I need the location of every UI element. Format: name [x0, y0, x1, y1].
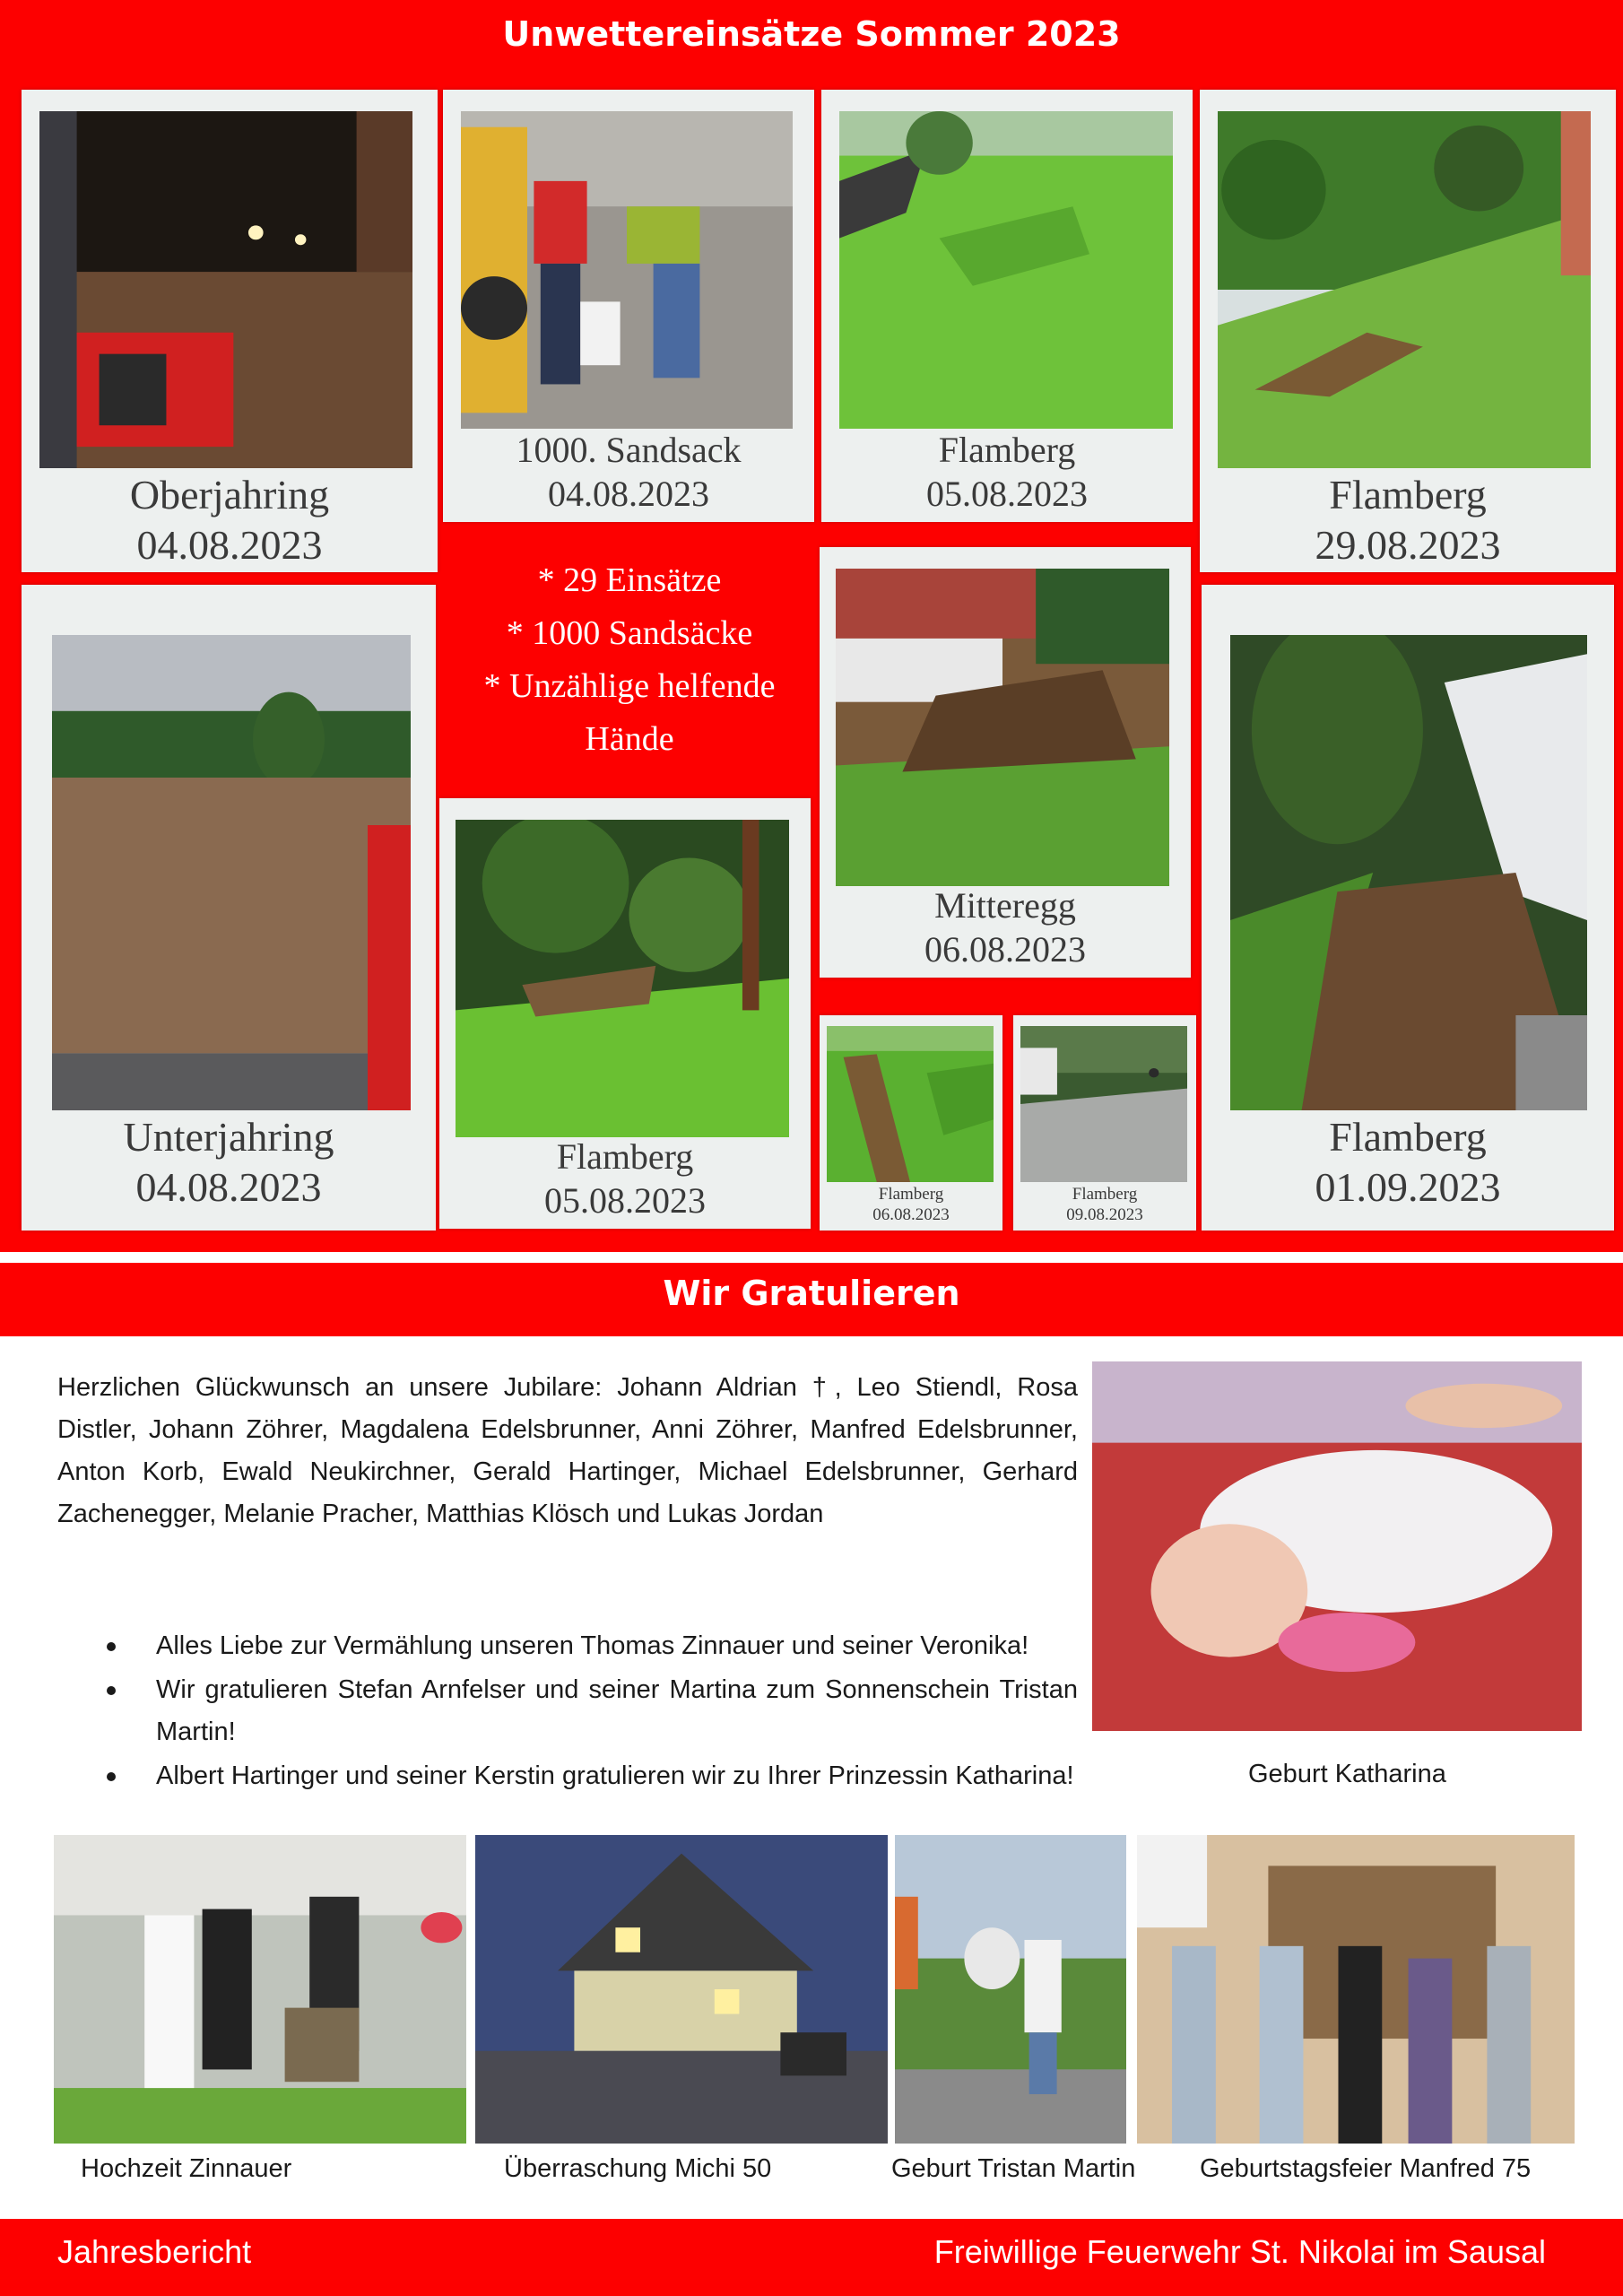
- list-item: Wir gratulieren Stefan Arnfelser und seiner Martina zum Sonnenschein Tristan Martin!: [102, 1669, 1078, 1753]
- congrats-list: [102, 1625, 1078, 1799]
- photo-grass-slope-tarp: [839, 111, 1173, 429]
- photo-caption: Flamberg 05.08.2023: [544, 1136, 706, 1221]
- photo-card-sandsack: [443, 90, 814, 522]
- photo-caption: 1000. Sandsack 04.08.2023: [516, 430, 742, 514]
- photo-landslide-hill: [1218, 111, 1591, 468]
- baby-caption: Geburt Katharina: [1248, 1760, 1446, 1788]
- photo-flooded-street-night: [39, 111, 412, 468]
- congrats-section-title: Wir Gratulieren: [663, 1274, 960, 1313]
- photo-caption: Flamberg 09.08.2023: [1066, 1185, 1143, 1225]
- photo-grass-gully: [827, 1026, 994, 1182]
- gallery-caption: Überraschung Michi 50: [504, 2154, 772, 2183]
- photo-caption: Flamberg 01.09.2023: [1315, 1114, 1501, 1211]
- photo-card-mitteregg: [820, 547, 1191, 978]
- photo-card-unterjahring: [22, 585, 436, 1231]
- photo-card-flamberg-0109: [1202, 585, 1614, 1231]
- gallery-caption: Geburtstagsfeier Manfred 75: [1200, 2154, 1532, 2183]
- photo-caption: Flamberg 29.08.2023: [1315, 472, 1501, 569]
- photo-card-flamberg-2908: [1200, 90, 1616, 572]
- photo-caption: Flamberg 06.08.2023: [872, 1185, 950, 1225]
- list-item: Alles Liebe zur Vermählung unseren Thomas Zinnauer und seiner Veronika!: [102, 1625, 1078, 1667]
- photo-birth-tristan: [895, 1835, 1126, 2144]
- photo-card-flamberg-0508-b: [439, 798, 811, 1229]
- photo-evening-house: [475, 1835, 888, 2144]
- footer-organization: Freiwillige Feuerwehr St. Nikolai im Sausal: [933, 2233, 1546, 2270]
- photo-baby-katharina: [1092, 1361, 1582, 1731]
- photo-covered-slope: [1020, 1026, 1187, 1182]
- photo-birthday-party: [1137, 1835, 1575, 2144]
- photo-caption: Flamberg 05.08.2023: [926, 430, 1088, 514]
- gallery-caption: Geburt Tristan Martin: [891, 2154, 1136, 2183]
- photo-caption: Mitteregg 06.08.2023: [924, 885, 1086, 970]
- photo-wedding: [54, 1835, 466, 2144]
- footer-report-label: Jahresbericht: [57, 2233, 252, 2270]
- photo-landslide-tarps: [1230, 635, 1587, 1110]
- photo-caption: Unterjahring 04.08.2023: [123, 1114, 334, 1211]
- photo-flooded-river: [52, 635, 411, 1110]
- storm-section-title: Unwettereinsätze Sommer 2023: [502, 14, 1121, 54]
- photo-forest-landslide: [456, 820, 789, 1137]
- list-item: Albert Hartinger und seiner Kerstin gratulieren wir zu Ihrer Prinzessin Katharina!: [102, 1755, 1078, 1797]
- jubilee-text: Herzlichen Glückwunsch an unsere Jubilare: Johann Aldrian †, Leo Stiendl, Rosa Distler, Johann Zöhrer, Magdalena Edelsbrunner, Anni Zöhrer, Manfred Edelsbrunner, Anton Korb, Ewald Neukirchner, Gerald Hartinger, Michael Edelsbrunner, Gerhard Zachenegger, Melanie Pracher, Matthias Klösch und Lukas Jordan: [57, 1373, 1078, 1528]
- photo-caption: Oberjahring 04.08.2023: [129, 472, 330, 569]
- photo-card-flamberg-0608-small: [820, 1015, 1002, 1231]
- storm-stats: * 29 Einsätze * 1000 Sandsäcke * Unzählige helfende Hände: [483, 561, 776, 758]
- photo-card-oberjahring: [22, 90, 438, 572]
- photo-card-flamberg-0908-small: [1013, 1015, 1196, 1231]
- gallery-caption: Hochzeit Zinnauer: [81, 2154, 292, 2183]
- photo-card-flamberg-0508-a: [821, 90, 1193, 522]
- photo-filling-sandbags: [461, 111, 793, 429]
- photo-collapsed-embankment: [836, 569, 1169, 886]
